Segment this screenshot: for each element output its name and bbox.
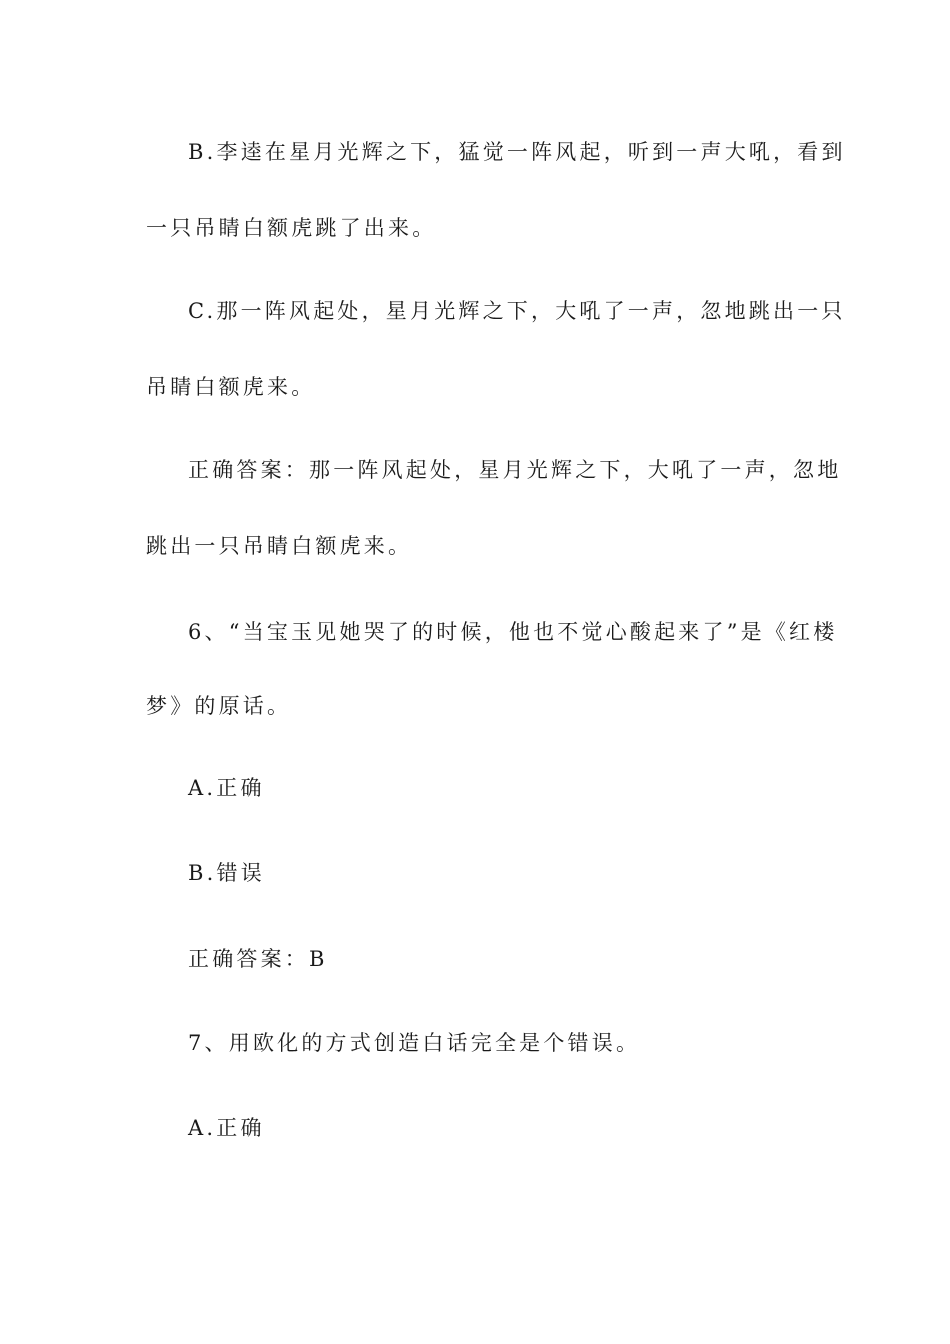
option-b-line-1: B.李逵在星月光辉之下，猛觉一阵风起，听到一声大吼，看到 (188, 140, 846, 164)
question-6-line-1: 6、“当宝玉见她哭了的时候，他也不觉心酸起来了”是《红楼 (188, 620, 838, 644)
question-7-option-a: A.正确 (188, 1116, 265, 1140)
question-6-option-a: A.正确 (188, 776, 265, 800)
question-6-line-2: 梦》的原话。 (146, 694, 292, 718)
question-6-option-b: B.错误 (188, 861, 265, 885)
answer-5-line-2: 跳出一只吊睛白额虎来。 (146, 534, 413, 558)
answer-6: 正确答案：B (188, 947, 328, 971)
answer-5-line-1: 正确答案：那一阵风起处，星月光辉之下，大吼了一声，忽地 (188, 458, 842, 482)
question-7: 7、用欧化的方式创造白话完全是个错误。 (188, 1031, 641, 1055)
option-b-line-2: 一只吊睛白额虎跳了出来。 (146, 216, 437, 240)
option-c-line-1: C.那一阵风起处，星月光辉之下，大吼了一声，忽地跳出一只 (188, 299, 846, 323)
option-c-line-2: 吊睛白额虎来。 (146, 375, 316, 399)
